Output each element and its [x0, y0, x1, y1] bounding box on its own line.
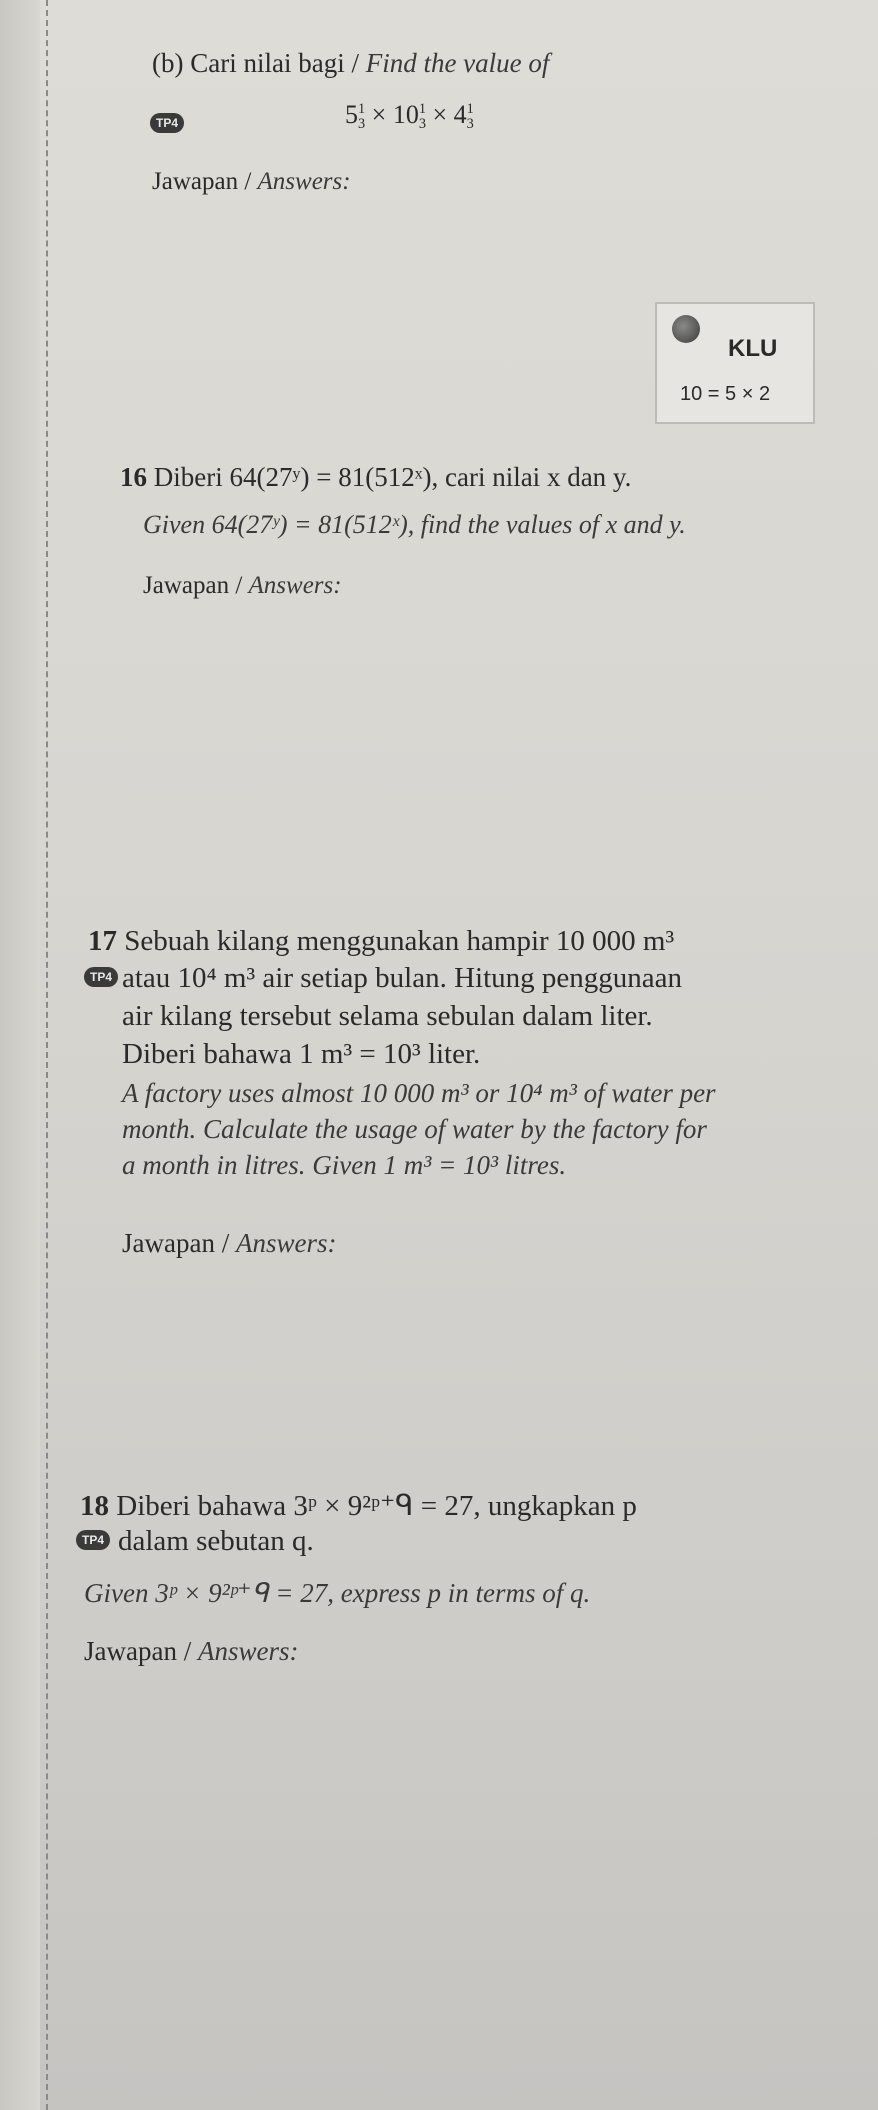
q16-answer-label: [143, 572, 342, 600]
q17-line-2: atau 10⁴ m³ air setiap bulan. Hitung penggunaan: [122, 962, 682, 994]
q15b-exp-3: 1 3: [466, 101, 474, 132]
q17-line-4: Diberi bahawa 1 m³ = 10³ liter.: [122, 1038, 481, 1070]
q15b-exp-2: 1 3: [418, 101, 426, 132]
q15b-tp-badge: TP4: [150, 113, 184, 133]
q15b-answer-en: Answers:: [257, 168, 351, 195]
q18-line-1: [80, 1488, 637, 1523]
q15b-times-2: ×: [432, 100, 448, 129]
q18-en-1: Given 3ᵖ × 9²ᵖ⁺ᑫ = 27, express p in terms of q.: [84, 1578, 591, 1608]
q15b-answer-label: [152, 168, 351, 196]
q15b-label-en: Find the value of: [365, 48, 550, 78]
q17-line-1-text: Sebuah kilang menggunakan hampir 10 000 m³: [124, 925, 675, 957]
q15b-answer-ms: Jawapan /: [152, 168, 258, 195]
q17-answer-en: Answers:: [235, 1228, 337, 1258]
q18-tp-badge: TP4: [76, 1530, 110, 1550]
margin-dashed-line: [46, 0, 48, 2110]
q17-answer-label: [122, 1228, 336, 1259]
q18-answer-en: Answers:: [197, 1636, 299, 1666]
q16-answer-en: Answers:: [248, 572, 342, 599]
q17-line-3: air kilang tersebut selama sebulan dalam liter.: [122, 1000, 653, 1032]
q18-answer-label: [84, 1636, 298, 1667]
q15b-base-3: 4: [453, 100, 467, 129]
q15b-exp-1: 1 3: [358, 101, 366, 132]
q15b-expression: [345, 100, 474, 131]
q16-text-ms: Diberi 64(27ʸ) = 81(512ˣ), cari nilai x dan y.: [153, 462, 632, 492]
klu-formula: 10 = 5 × 2: [680, 383, 771, 405]
klu-title: KLU: [728, 335, 778, 362]
q18-number: 18: [80, 1490, 109, 1522]
q17-en-3: a month in litres. Given 1 m³ = 10³ litres.: [122, 1150, 567, 1180]
page-edge: [0, 0, 40, 2110]
q17-en-2: month. Calculate the usage of water by the factory for: [122, 1114, 707, 1144]
q16-number: 16: [120, 462, 147, 492]
q17-answer-ms: Jawapan /: [122, 1228, 236, 1258]
q16-answer-ms: Jawapan /: [143, 572, 249, 599]
q15b-prompt: [152, 48, 549, 79]
q15b-times-1: ×: [371, 100, 387, 129]
q18-line-1-text: Diberi bahawa 3ᵖ × 9²ᵖ⁺ᑫ = 27, ungkapkan p: [116, 1490, 637, 1522]
q16-text: [120, 462, 631, 493]
q15b-base-1: 5: [345, 100, 358, 129]
q18-answer-ms: Jawapan /: [84, 1636, 198, 1666]
q16-text-en: Given 64(27ʸ) = 81(512ˣ), find the values of x and y.: [143, 510, 686, 539]
q15b-base-2: 10: [392, 100, 419, 129]
q17-en-1: A factory uses almost 10 000 m³ or 10⁴ m³ of water per: [122, 1078, 716, 1108]
q17-tp-badge: TP4: [84, 967, 118, 987]
pin-icon: [672, 315, 700, 343]
q17-number: 17: [88, 925, 117, 957]
q18-line-2: dalam sebutan q.: [118, 1525, 314, 1557]
q17-line-1: [88, 925, 674, 958]
q15b-label: (b) Cari nilai bagi /: [152, 48, 366, 78]
